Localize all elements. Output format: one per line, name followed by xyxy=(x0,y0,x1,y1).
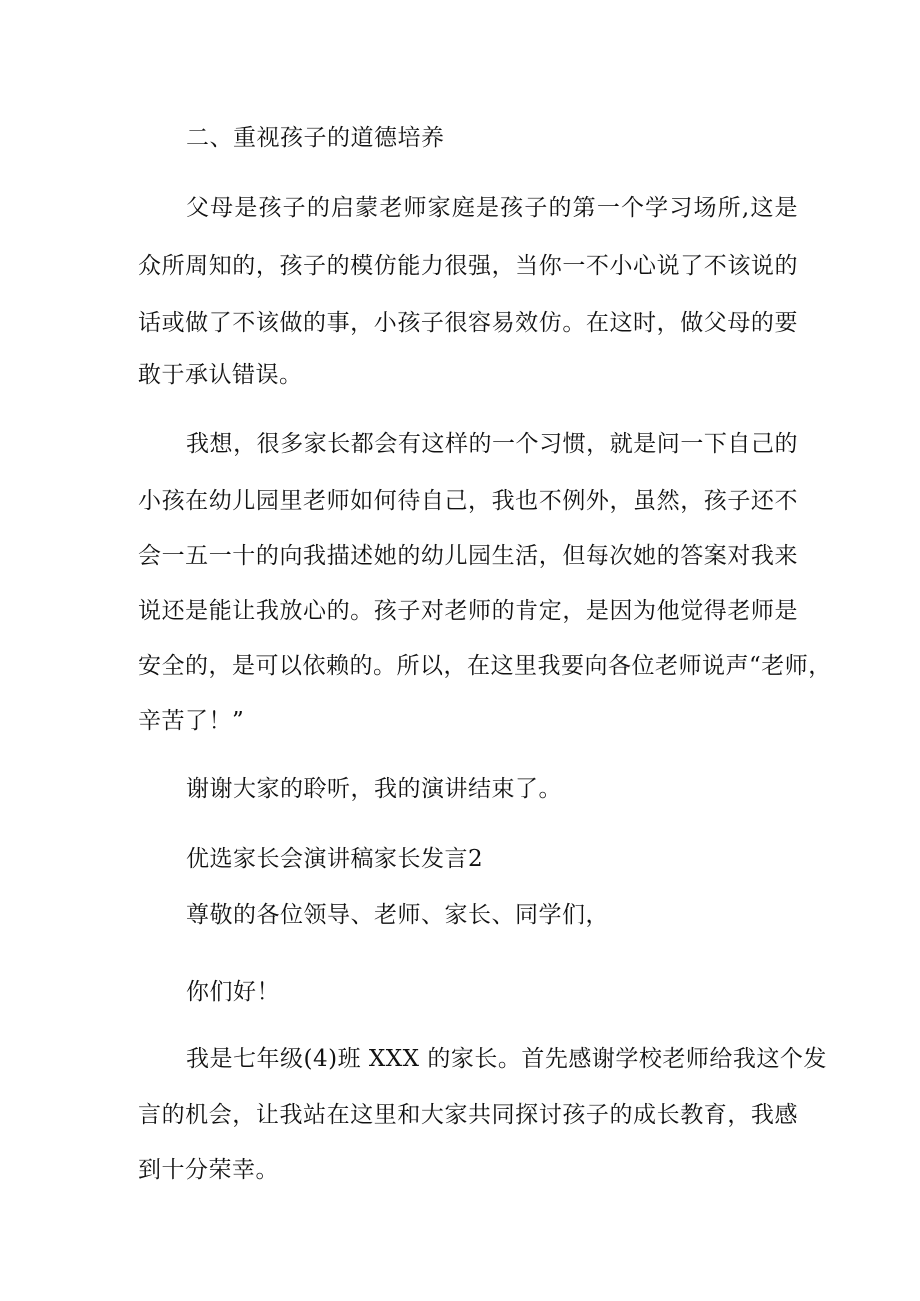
paragraph-1-line-3: 话或做了不该做的事，小孩子很容易效仿。在这时，做父母的要 xyxy=(138,310,798,336)
paragraph-4-line-3: 到十分荣幸。 xyxy=(138,1157,279,1183)
greeting: 你们好！ xyxy=(186,979,280,1005)
paragraph-2-line-3: 会一五一十的向我描述她的幼儿园生活，但每次她的答案对我来 xyxy=(138,543,798,569)
salutation: 尊敬的各位领导、老师、家长、同学们， xyxy=(186,902,609,928)
section-heading: 二、重视孩子的道德培养 xyxy=(186,125,445,151)
closing-line: 谢谢大家的聆听，我的演讲结束了。 xyxy=(186,776,562,802)
paragraph-2-line-2: 小孩在幼儿园里老师如何待自己，我也不例外，虽然，孩子还不 xyxy=(138,488,798,514)
paragraph-4-line-2: 言的机会，让我站在这里和大家共同探讨孩子的成长教育，我感 xyxy=(138,1102,798,1128)
paragraph-2-line-6: 辛苦了！” xyxy=(138,708,245,734)
paragraph-1-line-4: 敢于承认错误。 xyxy=(138,362,303,388)
paragraph-1-line-2: 众所周知的，孩子的模仿能力很强，当你一不小心说了不该说的 xyxy=(138,253,798,279)
paragraph-4-line-1: 我是七年级(4)班 XXX 的家长。首先感谢学校老师给我这个发 xyxy=(186,1046,827,1072)
speech-title: 优选家长会演讲稿家长发言2 xyxy=(186,846,484,872)
paragraph-1-line-1: 父母是孩子的启蒙老师家庭是孩子的第一个学习场所,这是 xyxy=(186,195,798,221)
paragraph-2-line-4: 说还是能让我放心的。孩子对老师的肯定，是因为他觉得老师是 xyxy=(138,598,798,624)
paragraph-2-line-5: 安全的，是可以依赖的。所以，在这里我要向各位老师说声“老师， xyxy=(138,653,832,679)
paragraph-2-line-1: 我想，很多家长都会有这样的一个习惯，就是问一下自己的 xyxy=(186,431,798,457)
